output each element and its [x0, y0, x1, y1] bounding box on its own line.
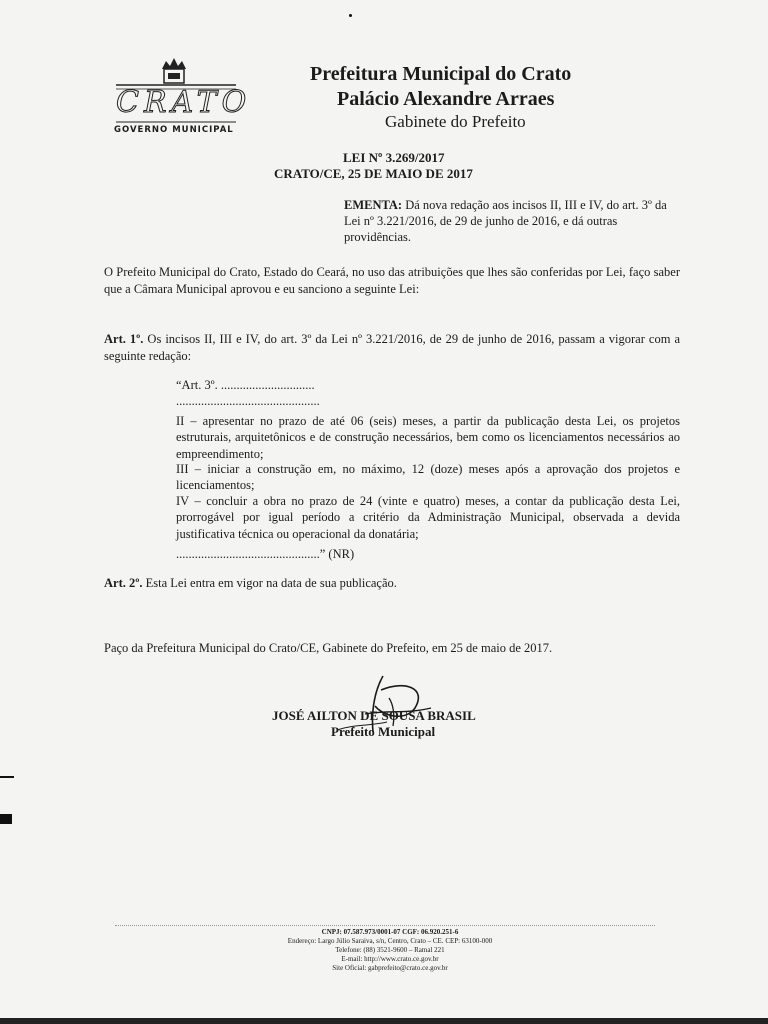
quote-inciso-iv: IV – concluir a obra no prazo de 24 (vinte e quatro) meses, a contar da publicação desta Lei, prorrogável por igual período a critério da Administração Municipal, observada a devida justificativa técnica ou operacional da donatária; — [176, 494, 680, 541]
header-palacio: Palácio Alexandre Arraes — [337, 88, 555, 110]
quote-end: ..............................................” (NR) — [176, 547, 355, 561]
footer-site: Site Oficial: gabprefeito@crato.ce.gov.br — [332, 964, 448, 972]
footer-cnpj: CNPJ: 07.587.973/0001-07 CGF: 06.920.251-6 — [321, 928, 459, 936]
scan-speck — [349, 14, 352, 17]
logo-subtitle: GOVERNO MUNICIPAL — [114, 125, 234, 135]
signatory-name: JOSÉ AILTON DE SOUSA BRASIL — [272, 708, 476, 723]
quote-line: “Art. 3º. .............................. — [176, 378, 315, 392]
footer-address: Endereço: Largo Júlio Saraiva, s/n, Centro, Crato – CE. CEP: 63100-000 — [287, 937, 493, 945]
law-place-date: CRATO/CE, 25 DE MAIO DE 2017 — [274, 166, 473, 181]
footer-phone: Telefone: (88) 3521-9600 – Ramal 221 — [335, 946, 445, 954]
footer-email: E-mail: http://www.crato.ce.gov.br — [341, 955, 439, 963]
logo-wordmark: CRATO — [116, 85, 252, 120]
ementa-text: Dá nova redação aos incisos II, III e IV, do art. 3º da Lei nº 3.221/2016, de 29 de junho de 2016, e dá outras providências. — [344, 198, 667, 244]
footer-divider — [115, 925, 655, 926]
scan-mark — [0, 776, 14, 778]
scan-edge — [0, 1018, 768, 1024]
quote-inciso-iii: III – iniciar a construção em, no máximo, 12 (doze) meses após a aprovação dos projetos e licenciamentos; — [176, 462, 680, 493]
signatory-title: Prefeito Municipal — [331, 724, 436, 739]
article-2-label: Art. 2º. — [104, 576, 143, 590]
footer-info — [180, 928, 600, 973]
ementa — [344, 197, 680, 245]
quote-inciso-ii: II – apresentar no prazo de até 06 (seis) meses, a partir da publicação desta Lei, os projetos estruturais, arquitetônicos e de construção necessários, bem como os licenciamentos necessários ao empreendimento; — [176, 414, 680, 461]
header-prefeitura: Prefeitura Municipal do Crato — [310, 63, 572, 85]
article-2 — [104, 575, 680, 592]
article-2-text: Esta Lei entra em vigor na data de sua publicação. — [145, 576, 397, 590]
article-1-label: Art. 1º. — [104, 332, 144, 346]
closing-statement: Paço da Prefeitura Municipal do Crato/CE, Gabinete do Prefeito, em 25 de maio de 2017. — [104, 641, 553, 655]
preamble: O Prefeito Municipal do Crato, Estado do Ceará, no uso das atribuições que lhes são conferidas por Lei, faço saber que a Câmara Municipal aprovou e eu sanciono a seguinte Lei: — [104, 265, 680, 296]
header-gabinete: Gabinete do Prefeito — [385, 112, 526, 131]
ementa-label: EMENTA: — [344, 198, 403, 212]
quote-line: .............................................. — [176, 394, 320, 408]
law-number: LEI Nº 3.269/2017 — [343, 150, 445, 165]
article-1-text: Os incisos II, III e IV, do art. 3º da Lei nº 3.221/2016, de 29 de junho de 2016, passam a vigorar com a seguinte redação: — [104, 332, 680, 363]
crato-logo — [112, 55, 252, 140]
scan-mark — [0, 814, 12, 824]
article-1 — [104, 331, 680, 364]
